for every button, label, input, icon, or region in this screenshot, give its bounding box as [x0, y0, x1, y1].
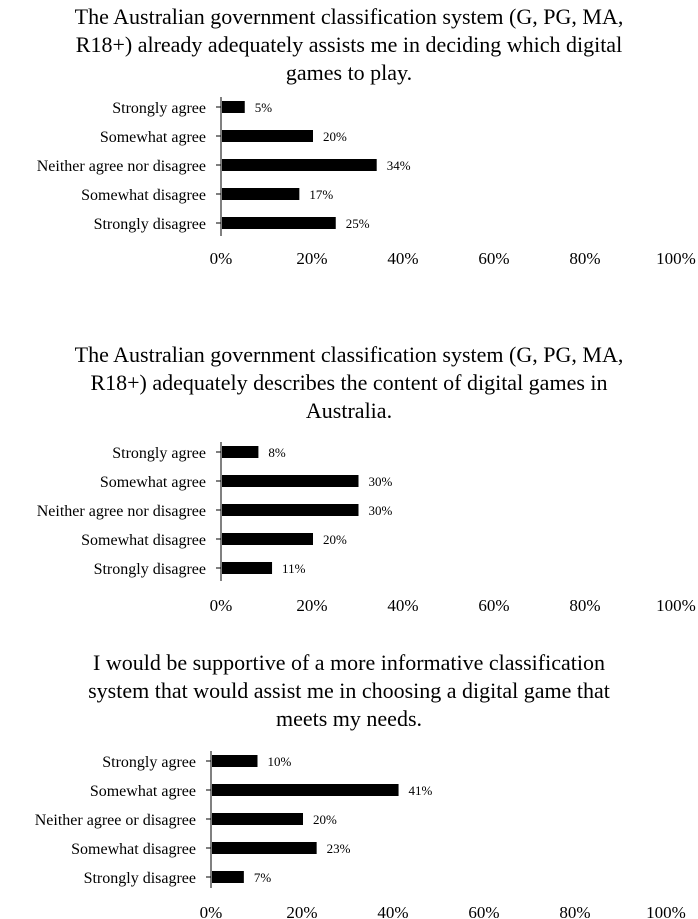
- chart-2-title-line-3: Australia.: [305, 398, 393, 423]
- chart-3-data-label-2: 41%: [408, 783, 433, 798]
- chart-2-x-tick-label-4: 60%: [478, 596, 510, 615]
- chart-1-x-tick-label-1: 0%: [209, 249, 233, 268]
- chart-3-x-tick-label-3: 40%: [377, 903, 409, 919]
- chart-2-x-tick-label-3: 40%: [387, 596, 419, 615]
- chart-3-x-tick-label-6: 100%: [646, 903, 686, 919]
- chart-3-data-label-4: 23%: [326, 841, 351, 856]
- chart-1-data-label-2: 20%: [323, 129, 347, 144]
- chart-2-category-label-4: Somewhat disagree: [81, 532, 206, 549]
- chart-3-category-label-2: Somewhat agree: [89, 783, 196, 800]
- chart-1-bar-1: [222, 101, 245, 113]
- chart-3-title-line-2: system that would assist me in choosing a digital game that: [88, 678, 610, 703]
- chart-2-data-label-4: 20%: [323, 532, 347, 547]
- chart-1-bar-2: [222, 130, 313, 142]
- chart-2-bar-2: [222, 475, 359, 487]
- chart-3-x-tick-label-5: 80%: [559, 903, 591, 919]
- chart-2-data-label-3: 30%: [368, 503, 393, 518]
- chart-1-bar-3: [222, 159, 377, 171]
- chart-1-data-label-1: 5%: [254, 100, 273, 115]
- chart-2-category-label-1: Strongly agree: [112, 445, 206, 462]
- chart-2-bar-1: [222, 446, 258, 458]
- chart-1-x-tick-label-2: 20%: [296, 249, 328, 268]
- chart-3-title-line-3: meets my needs.: [275, 706, 423, 731]
- chart-1-title-line-2: R18+) already adequately assists me in deciding which digital: [75, 32, 623, 57]
- chart-1-data-label-3: 34%: [386, 158, 411, 173]
- chart-1-bar-4: [222, 188, 299, 200]
- chart-2-bar-3: [222, 504, 359, 516]
- chart-2-category-label-2: Somewhat agree: [99, 474, 206, 491]
- chart-2-x-tick-label-6: 100%: [656, 596, 696, 615]
- chart-3-bar-2: [212, 784, 399, 796]
- chart-2-x-tick-label-5: 80%: [569, 596, 601, 615]
- chart-2-bar-4: [222, 533, 313, 545]
- chart-2-x-tick-label-1: 0%: [209, 596, 233, 615]
- chart-3-x-tick-label-4: 60%: [468, 903, 500, 919]
- chart-2-data-label-5: 11%: [282, 561, 306, 576]
- chart-3-data-label-3: 20%: [313, 812, 337, 827]
- chart-3-category-label-3: Neither agree or disagree: [34, 812, 196, 829]
- chart-2-category-label-3: Neither agree nor disagree: [36, 503, 206, 520]
- chart-1-category-label-1: Strongly agree: [112, 100, 206, 117]
- chart-1-data-label-4: 17%: [309, 187, 334, 202]
- chart-2-category-label-5: Strongly disagree: [93, 561, 206, 578]
- chart-3-data-label-5: 7%: [253, 870, 272, 885]
- chart-1-title-line-1: The Australian government classification system (G, PG, MA,: [74, 4, 624, 29]
- chart-1-x-tick-label-6: 100%: [656, 249, 696, 268]
- chart-3-bar-3: [212, 813, 303, 825]
- chart-1-x-tick-label-4: 60%: [478, 249, 510, 268]
- chart-3-title-line-1: I would be supportive of a more informative classification: [93, 650, 605, 675]
- chart-3-category-label-4: Somewhat disagree: [71, 841, 196, 858]
- chart-1-x-tick-label-3: 40%: [387, 249, 419, 268]
- chart-2-bar-5: [222, 562, 272, 574]
- chart-2-x-tick-label-2: 20%: [296, 596, 328, 615]
- chart-3-bar-4: [212, 842, 317, 854]
- chart-3-category-label-5: Strongly disagree: [83, 870, 196, 887]
- chart-3-x-tick-label-2: 20%: [286, 903, 318, 919]
- chart-2-data-label-1: 8%: [268, 445, 286, 460]
- chart-3-category-label-1: Strongly agree: [102, 754, 196, 771]
- chart-1-category-label-4: Somewhat disagree: [81, 187, 206, 204]
- chart-2-data-label-2: 30%: [368, 474, 393, 489]
- chart-1-x-tick-label-5: 80%: [569, 249, 601, 268]
- chart-3-bar-5: [212, 871, 244, 883]
- chart-1-data-label-5: 25%: [345, 216, 370, 231]
- chart-2-title-line-1: The Australian government classification system (G, PG, MA,: [74, 342, 624, 367]
- chart-1-category-label-5: Strongly disagree: [93, 216, 206, 233]
- chart-3-data-label-1: 10%: [267, 754, 292, 769]
- chart-3-x-tick-label-1: 0%: [199, 903, 223, 919]
- chart-2-title-line-2: R18+) adequately describes the content of digital games in: [90, 370, 608, 395]
- chart-1-category-label-3: Neither agree nor disagree: [36, 158, 206, 175]
- chart-1-bar-5: [222, 217, 336, 229]
- chart-1-title-line-3: games to play.: [285, 60, 413, 85]
- chart-3-bar-1: [212, 755, 258, 767]
- chart-1-category-label-2: Somewhat agree: [99, 129, 206, 146]
